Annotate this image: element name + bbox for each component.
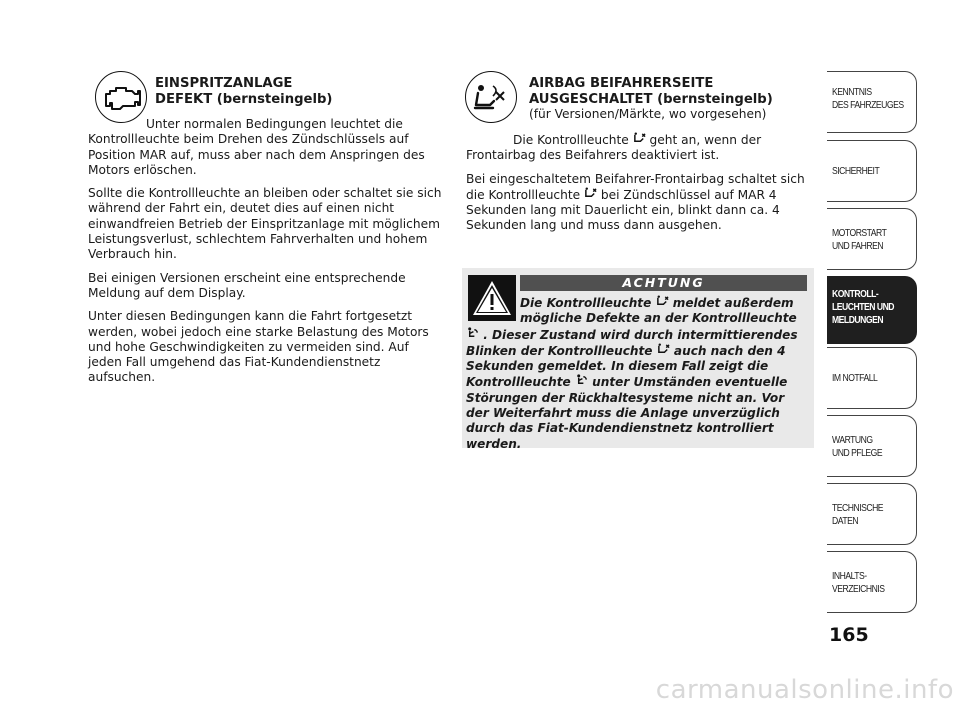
warning-text-4: auch nach den 4 Sekunden gemeldet. In diesem Fall zeigt die Kontrollleuchte xyxy=(466,343,786,390)
right-section-body xyxy=(466,132,806,242)
tab-kontrollleuchten[interactable] xyxy=(827,276,917,344)
tab-label-im-notfall: IM NOTFALL xyxy=(832,372,878,384)
warning-text-3: . Dieser Zustand wird durch intermittierendes Blinken der Kontrollleuchte xyxy=(466,327,798,358)
tab-inhaltsverzeichnis[interactable] xyxy=(827,551,917,613)
tab-motorstart[interactable] xyxy=(827,208,917,270)
tab-sicherheit[interactable] xyxy=(827,140,917,202)
airbag-warning-icon xyxy=(466,327,479,340)
passenger-airbag-off-icon xyxy=(657,343,670,356)
passenger-airbag-off-icon xyxy=(466,72,516,122)
left-title-line2: DEFEKT (bernsteingelb) xyxy=(155,91,333,107)
passenger-airbag-off-icon-badge xyxy=(465,71,517,123)
tab-label-inhaltsverzeichnis: INHALTS- VERZEICHNIS xyxy=(832,570,885,595)
right-subtitle: (für Versionen/Märkte, wo vorgesehen) xyxy=(529,107,767,121)
tab-kenntnis[interactable] xyxy=(827,71,917,133)
passenger-airbag-off-icon xyxy=(656,295,669,308)
left-title-line1: EINSPRITZANLAGE xyxy=(155,76,293,91)
warning-line-1 xyxy=(466,295,810,327)
warning-heading: ACHTUNG xyxy=(520,275,807,291)
passenger-airbag-off-icon xyxy=(584,187,597,200)
tab-label-motorstart: MOTORSTART UND FAHREN xyxy=(832,227,887,252)
tab-label-kenntnis: KENNTNIS DES FAHRZEUGES xyxy=(832,86,904,111)
right-p2-start: Bei eingeschaltetem Beifahrer-Frontairbag schaltet sich die Kontrollleuchte xyxy=(466,171,805,202)
right-p1-start: Die Kontrollleuchte xyxy=(513,133,629,147)
right-section-header xyxy=(529,76,819,122)
airbag-warning-icon xyxy=(575,374,588,387)
engine-check-icon-badge xyxy=(95,71,147,123)
engine-check-icon xyxy=(96,72,146,122)
tab-im-notfall[interactable] xyxy=(827,347,917,409)
right-p1-end: geht an, wenn der Frontairbag des Beifahrers deaktiviert ist. xyxy=(466,133,762,163)
warning-box xyxy=(462,268,814,451)
tab-label-wartung: WARTUNG UND PFLEGE xyxy=(832,434,883,459)
tab-label-sicherheit: SICHERHEIT xyxy=(832,165,880,177)
warning-text-5: unter Umständen eventuelle Störungen der Rückhaltesysteme nicht an. Vor der Weiterfahrt muss die Anlage unverzüglich durch das Fiat-Kundendienstnetz kontrolliert werden. xyxy=(466,375,788,451)
warning-text-2: meldet außerdem mögliche Defekte an der Kontrollleuchte xyxy=(520,296,797,326)
left-section-body xyxy=(88,117,445,394)
warning-text-1: Die Kontrollleuchte xyxy=(520,296,652,310)
tab-wartung[interactable] xyxy=(827,415,917,477)
tab-label-technische-daten: TECHNISCHE DATEN xyxy=(832,502,884,527)
tab-technische-daten[interactable] xyxy=(827,483,917,545)
tab-label-kontrollleuchten: KONTROLL- LEUCHTEN UND MELDUNGEN xyxy=(832,288,895,326)
right-paragraph-2 xyxy=(466,172,806,234)
right-title-line2: AUSGESCHALTET (bernsteingelb) xyxy=(529,91,773,107)
left-paragraph-3: Bei einigen Versionen erscheint eine entsprechende Meldung auf dem Display. xyxy=(88,270,406,300)
right-title-line1: AIRBAG BEIFAHRERSEITE xyxy=(529,76,714,91)
left-paragraph-2: Sollte die Kontrollleuchte an bleiben oder schaltet sie sich während der Fahrt ein, deutet dies auf einen nicht einwandfreien Betrieb der Einspritzanlage mit möglichem Leistungsverlust, schlechtem Fahrverhalten und hohem Verbrauch hin. xyxy=(88,186,442,262)
right-p2-end: bei Zündschlüssel auf MAR 4 Sekunden lang mit Dauerlicht ein, blinkt dann ca. 4 Sekunden lang und muss dann ausgehen. xyxy=(466,187,780,233)
left-section-header xyxy=(155,76,415,107)
left-paragraph-4: Unter diesen Bedingungen kann die Fahrt fortgesetzt werden, wobei jedoch eine starke Belastung des Motors und hohe Geschwindigkeiten zu vermeiden sind. Auf jeden Fall umgehend das Fiat-Kundendienstnetz aufsuchen. xyxy=(88,309,429,385)
page-number: 165 xyxy=(829,624,869,646)
warning-text xyxy=(466,295,810,452)
right-paragraph-1 xyxy=(466,132,806,164)
left-paragraph-1: Unter normalen Bedingungen leuchtet die Kontrollleuchte beim Drehen des Zündschlüssels auf Position MAR auf, muss aber nach dem Anspringen des Motors erlöschen. xyxy=(88,117,425,177)
passenger-airbag-off-icon xyxy=(633,132,646,145)
watermark: carmanualsonline.info xyxy=(655,675,954,705)
